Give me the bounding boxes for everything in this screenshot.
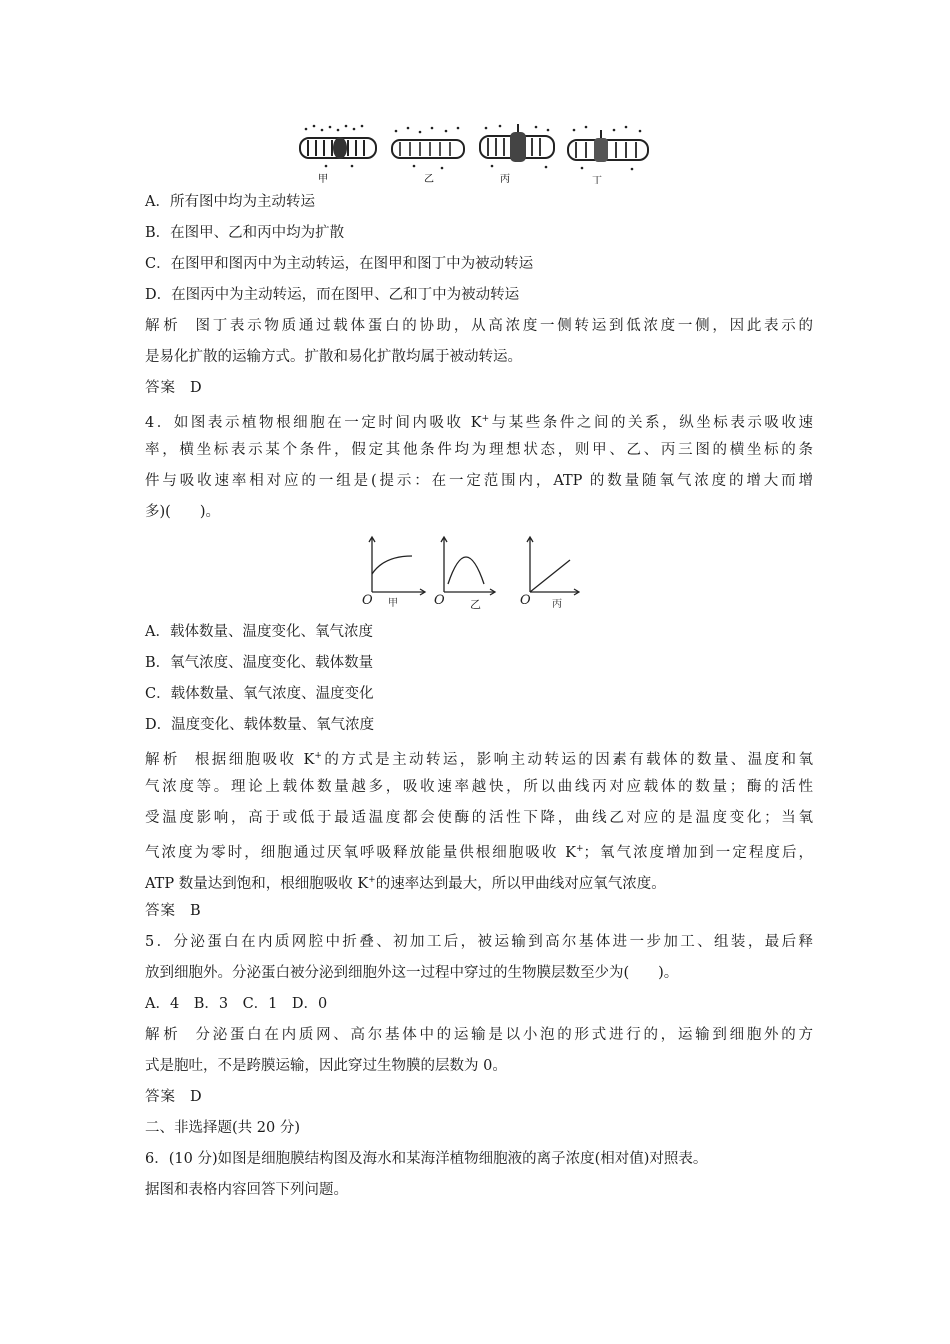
membrane-ding — [568, 126, 648, 171]
q5-analysis-line-2: 式是胞吐，不是跨膜运输，因此穿过生物膜的层数为 0。 — [145, 1058, 507, 1074]
q4-graphs-figure — [360, 534, 580, 612]
graph-bing-line — [530, 560, 570, 592]
q4-analysis-1-sup: + — [314, 751, 322, 761]
q4-stem-1-sup: + — [481, 414, 490, 424]
q4-analysis-line-2: 气浓度等。理论上载体数量越多，吸收速率越快，所以曲线丙对应载体的数量；酶的活性 — [145, 779, 813, 795]
graph-jia-curve — [372, 556, 412, 574]
q5-analysis-line-1 — [145, 1025, 813, 1045]
q4-analysis-label: 解析 — [145, 752, 181, 768]
q3-answer-value: D — [190, 380, 202, 396]
q4-analysis-5b: 的速率达到最大，所以甲曲线对应氧气浓度。 — [375, 876, 666, 892]
q4-analysis-5-sup: + — [368, 875, 376, 885]
graph-jia-origin: O — [362, 593, 373, 608]
q4-stem-line-1 — [145, 409, 813, 433]
q5-analysis-label: 解析 — [145, 1027, 182, 1043]
q5-answer-value: D — [190, 1089, 202, 1105]
graph-jia-label: 甲 — [388, 598, 398, 609]
graph-yi-origin: O — [434, 593, 445, 608]
q4-analysis-line-4 — [145, 839, 813, 863]
q5-options: A．4 B．3 C．1 D．0 — [145, 996, 328, 1012]
q5-answer-label: 答案 — [145, 1089, 176, 1105]
q3-option-c: C．在图甲和图丙中为主动转运，在图甲和图丁中为被动转运 — [145, 256, 534, 272]
figure1-label-3: 丁 — [592, 176, 602, 184]
membrane-yi — [392, 127, 464, 170]
q4-answer-label: 答案 — [145, 903, 176, 919]
q4-option-b: B．氧气浓度、温度变化、载体数量 — [145, 655, 374, 671]
q4-stem-line-3: 件与吸收速率相对应的一组是(提示：在一定范围内，ATP 的数量随氧气浓度的增大而增 — [145, 473, 813, 489]
figure1-label-2: 丙 — [500, 174, 510, 184]
q4-option-a: A．载体数量、温度变化、氧气浓度 — [145, 624, 373, 640]
q5-stem-line-1: 5．分泌蛋白在内质网腔中折叠、初加工后，被运输到高尔基体进一步加工、组装，最后释 — [145, 934, 813, 950]
q4-stem-line-4: 多)( )。 — [145, 504, 220, 520]
q4-stem-line-2: 率，横坐标表示某个条件，假定其他条件均为理想状态，则甲、乙、丙三图的横坐标的条 — [145, 442, 813, 458]
section2-heading: 二、非选择题(共 20 分) — [145, 1120, 300, 1136]
q3-analysis-text-1: 图丁表示物质通过载体蛋白的协助，从高浓度一侧转运到低浓度一侧，因此表示的 — [195, 318, 814, 334]
q5-analysis-text-1: 分泌蛋白在内质网、高尔基体中的运输是以小泡的形式进行的，运输到细胞外的方 — [195, 1027, 814, 1043]
q4-analysis-line-3: 受温度影响，高于或低于最适温度都会使酶的活性下降，曲线乙对应的是温度变化；当氧 — [145, 810, 813, 826]
q4-answer — [145, 901, 201, 921]
q4-analysis-4b: ；氧气浓度增加到一定程度后， — [583, 845, 813, 861]
q3-answer-label: 答案 — [145, 380, 176, 396]
membrane-transport-figure — [296, 122, 656, 184]
q3-option-d: D．在图丙中为主动转运，而在图甲、乙和丁中为被动转运 — [145, 287, 520, 303]
graph-bing-label: 丙 — [552, 599, 562, 610]
q4-answer-value: B — [190, 903, 201, 919]
q6-stem-line-2: 据图和表格内容回答下列问题。 — [145, 1182, 348, 1198]
q3-analysis-line-1 — [145, 316, 813, 336]
q3-analysis-label: 解析 — [145, 318, 182, 334]
q6-stem-line-1: 6．(10 分)如图是细胞膜结构图及海水和某海洋植物细胞液的离子浓度(相对值)对照表。 — [145, 1151, 708, 1167]
graph-yi-label: 乙 — [470, 598, 481, 611]
q4-stem-1a: 4．如图表示植物根细胞在一定时间内吸收 K — [145, 415, 482, 431]
q4-analysis-5a: ATP 数量达到饱和，根细胞吸收 K — [145, 876, 369, 892]
q4-analysis-line-1 — [145, 746, 813, 770]
membrane-bing — [480, 124, 554, 168]
q4-option-c: C．载体数量、氧气浓度、温度变化 — [145, 686, 374, 702]
q4-analysis-1b: 的方式是主动转运，影响主动转运的因素有载体的数量、温度和氧 — [321, 752, 813, 768]
q4-option-d: D．温度变化、载体数量、氧气浓度 — [145, 717, 375, 733]
q3-answer — [145, 378, 202, 398]
membrane-jia — [300, 125, 376, 168]
graph-yi-curve — [448, 557, 484, 584]
q3-analysis-line-2: 是易化扩散的运输方式。扩散和易化扩散均属于被动转运。 — [145, 349, 522, 365]
q4-stem-1b: 与某些条件之间的关系，纵坐标表示吸收速 — [489, 415, 814, 431]
q4-analysis-line-5 — [145, 870, 666, 894]
figure1-label-0: 甲 — [318, 174, 328, 184]
q3-option-b: B．在图甲、乙和丙中均为扩散 — [145, 225, 345, 241]
figure1-label-1: 乙 — [424, 174, 434, 184]
q4-analysis-4-sup: + — [575, 844, 584, 854]
q4-analysis-4a: 气浓度为零时，细胞通过厌氧呼吸释放能量供根细胞吸收 K — [145, 845, 576, 861]
graph-bing-origin: O — [520, 593, 531, 608]
q4-analysis-1a: 根据细胞吸收 K — [194, 752, 315, 768]
q5-stem-line-2: 放到细胞外。分泌蛋白被分泌到细胞外这一过程中穿过的生物膜层数至少为( )。 — [145, 965, 679, 981]
q5-answer — [145, 1087, 202, 1107]
q3-option-a: A．所有图中均为主动转运 — [145, 194, 315, 210]
